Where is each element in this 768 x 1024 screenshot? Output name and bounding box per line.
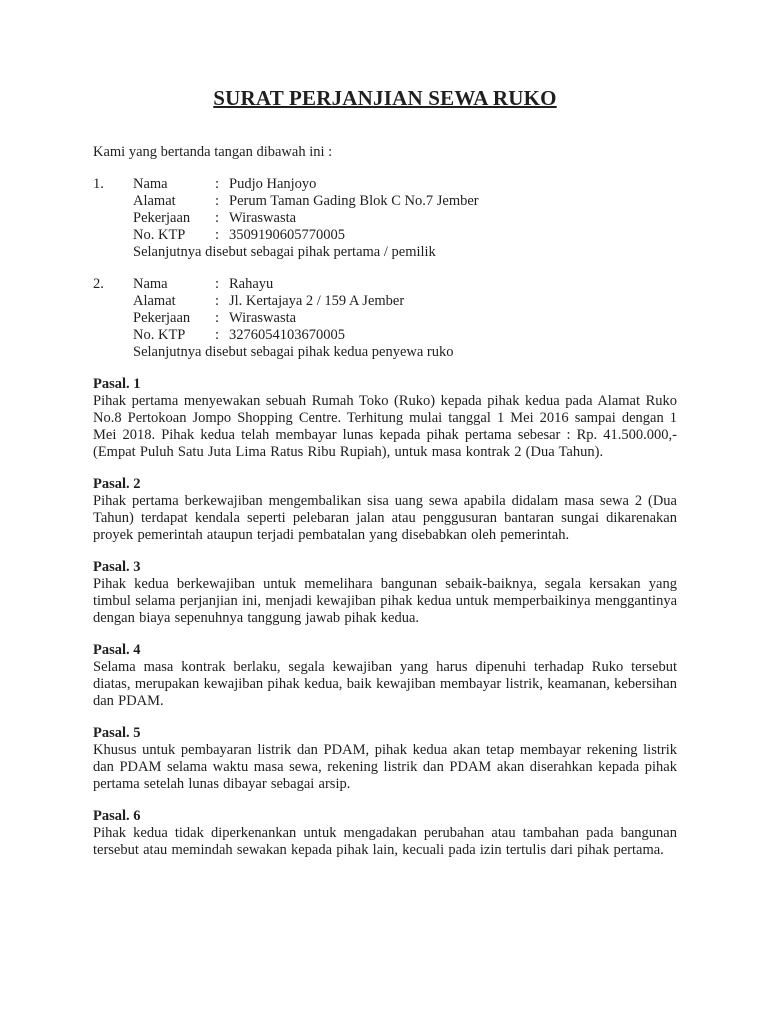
field-label: Alamat (133, 293, 176, 309)
party-2-row-ktp (93, 327, 677, 344)
party-1-row-nama (93, 176, 677, 193)
article-body: Khusus untuk pembayaran listrik dan PDAM, pihak kedua akan tetap membayar rekening listrik dan PDAM selama waktu masa sewa, rekening listrik dan PDAM akan diserahkan kepada pihak pertama setelah lunas dibayar sebagai arsip. (93, 742, 677, 792)
field-label: Pekerjaan (133, 210, 191, 226)
intro-line: Kami yang bertanda tangan dibawah ini : (93, 144, 333, 160)
field-colon: : (215, 293, 220, 309)
field-label: Alamat (133, 193, 176, 209)
party-1-row-alamat (93, 193, 677, 210)
article-body: Pihak pertama berkewajiban mengembalikan sisa uang sewa apabila didalam masa sewa 2 (Dua Tahun) terdapat kendala seperti pelebaran jalan atau penggusuran bantaran sungai dikarenakan proyek pemerintah ataupun terjadi pembatalan yang disebabkan oleh pemerintah. (93, 493, 677, 543)
party-2-note: Selanjutnya disebut sebagai pihak kedua penyewa ruko (133, 344, 454, 360)
article-heading: Pasal. 1 (93, 376, 141, 392)
field-label: No. KTP (133, 227, 186, 243)
article-heading: Pasal. 5 (93, 725, 141, 741)
field-label: Pekerjaan (133, 310, 191, 326)
party-1-row-pekerjaan (93, 210, 677, 227)
field-colon: : (215, 227, 220, 243)
party-number-spacer (93, 293, 133, 310)
party-number-spacer (93, 227, 133, 244)
party-2-row-alamat (93, 293, 677, 310)
field-value: 3276054103670005 (229, 327, 345, 343)
article-body: Selama masa kontrak berlaku, segala kewajiban yang harus dipenuhi terhadap Ruko tersebut diatas, merupakan kewajiban pihak kedua, baik kewajiban membayar listrik, keamanan, kebersihan dan PDAM. (93, 659, 677, 709)
field-colon: : (215, 276, 220, 292)
article-heading: Pasal. 2 (93, 476, 141, 492)
article-pasal-4 (93, 642, 677, 710)
field-label: Nama (133, 176, 168, 192)
field-value: Wiraswasta (229, 210, 297, 226)
field-colon: : (215, 310, 220, 326)
field-label: No. KTP (133, 327, 186, 343)
article-heading: Pasal. 3 (93, 559, 141, 575)
party-2-row-pekerjaan (93, 310, 677, 327)
field-value: Rahayu (229, 276, 274, 292)
party-number-spacer (93, 310, 133, 327)
field-colon: : (215, 327, 220, 343)
article-body: Pihak pertama menyewakan sebuah Rumah Toko (Ruko) kepada pihak kedua pada Alamat Ruko No.8 Pertokoan Jompo Shopping Centre. Terhitung mulai tanggal 1 Mei 2016 sampai dengan 1 Mei 2018. Pihak kedua telah membayar lunas kepada pihak pertama sebesar : Rp. 41.500.000,- (Empat Puluh Satu Juta Lima Ratus Ribu Rupiah), untuk masa kontrak 2 (Dua Tahun). (93, 393, 677, 460)
field-value: Wiraswasta (229, 310, 297, 326)
field-value: Perum Taman Gading Blok C No.7 Jember (229, 193, 479, 209)
field-colon: : (215, 210, 220, 226)
party-number-spacer (93, 210, 133, 227)
article-pasal-6 (93, 808, 677, 859)
field-colon: : (215, 193, 220, 209)
field-value: 3509190605770005 (229, 227, 345, 243)
article-body: Pihak kedua berkewajiban untuk memelihara bangunan sebaik-baiknya, segala kersakan yang timbul selama perjanjian ini, menjadi kewajiban pihak kedua untuk memperbaikinya menggantinya dengan biaya sepenuhnya tanggung jawab pihak kedua. (93, 576, 677, 626)
article-heading: Pasal. 4 (93, 642, 141, 658)
party-2-row-nama (93, 276, 677, 293)
document-title: SURAT PERJANJIAN SEWA RUKO (213, 86, 557, 110)
party-1-row-ktp (93, 227, 677, 244)
article-pasal-5 (93, 725, 677, 793)
party-1-note: Selanjutnya disebut sebagai pihak pertama / pemilik (133, 244, 436, 260)
article-heading: Pasal. 6 (93, 808, 141, 824)
article-pasal-1 (93, 376, 677, 461)
field-value: Pudjo Hanjoyo (229, 176, 317, 192)
party-number: 2. (93, 276, 104, 292)
article-pasal-2 (93, 476, 677, 544)
party-1-block (93, 176, 677, 261)
party-number-spacer (93, 327, 133, 344)
field-label: Nama (133, 276, 168, 292)
article-pasal-3 (93, 559, 677, 627)
field-colon: : (215, 176, 220, 192)
field-value: Jl. Kertajaya 2 / 159 A Jember (229, 293, 405, 309)
party-number: 1. (93, 176, 104, 192)
article-body: Pihak kedua tidak diperkenankan untuk mengadakan perubahan atau tambahan pada bangunan tersebut atau memindah sewakan kepada pihak lain, kecuali pada izin tertulis dari pihak pertama. (93, 825, 677, 858)
party-number-spacer (93, 193, 133, 210)
party-2-block (93, 276, 677, 361)
